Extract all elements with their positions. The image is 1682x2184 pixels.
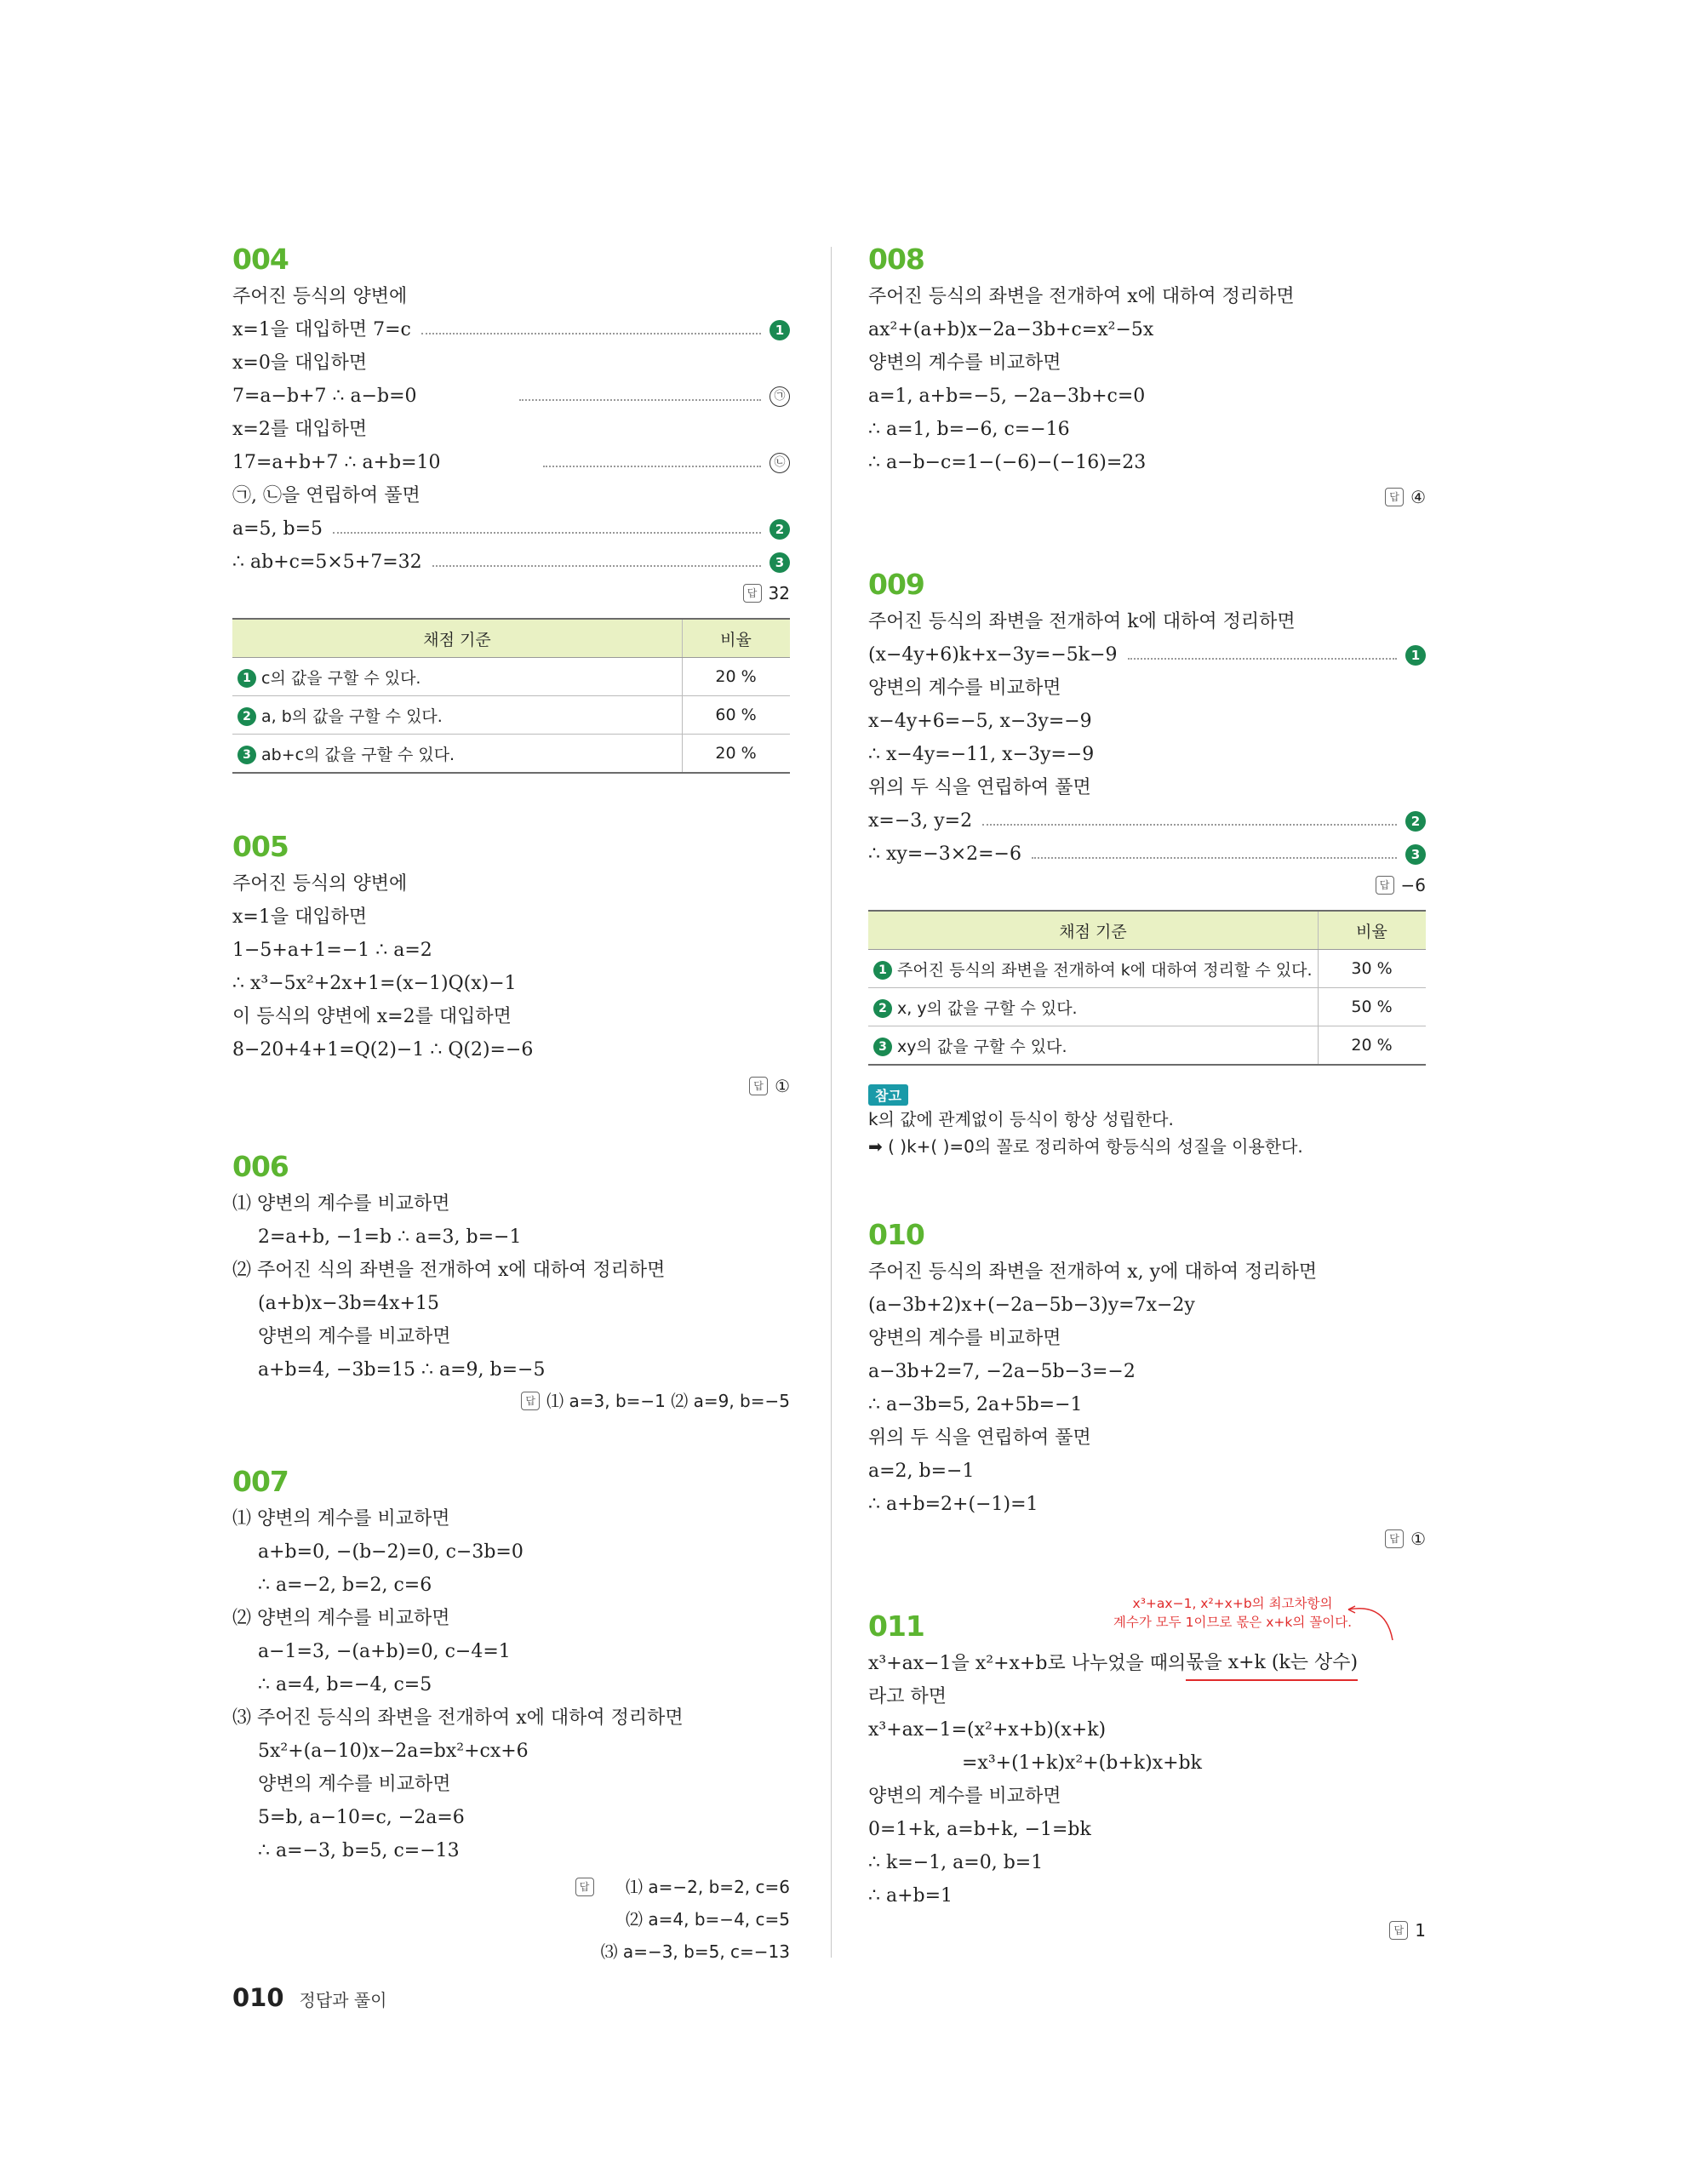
- solution-line: 양변의 계수를 비교하면: [258, 1326, 451, 1347]
- step-marker-3: 3: [769, 552, 790, 573]
- column-divider: [831, 247, 832, 1958]
- answer-icon: 답: [743, 584, 762, 603]
- solution-line: ∴ a=4, b=−4, c=5: [258, 1674, 432, 1695]
- answer-icon: 답: [575, 1878, 594, 1896]
- solution-line: a=5, b=5 2: [232, 512, 790, 546]
- solution-line: a−3b+2=7, −2a−5b−3=−2: [868, 1361, 1136, 1382]
- step-marker-1: 1: [237, 669, 256, 688]
- step-marker-1: 1: [1405, 645, 1426, 666]
- answer: 답 ④: [868, 483, 1426, 512]
- solution-line: a=1, a+b=−5, −2a−3b+c=0: [868, 386, 1146, 407]
- solution-line: ∴ a=−2, b=2, c=6: [258, 1575, 432, 1596]
- answer-item: ⑵ a=4, b=−4, c=5: [626, 1909, 790, 1930]
- table-row: 1 주어진 등식의 좌변을 전개하여 k에 대하여 정리할 수 있다. 30 %: [868, 950, 1426, 988]
- solution-line: ∴ ab+c=5×5+7=32 3: [232, 546, 790, 579]
- solution-line: ∴ xy=−3×2=−6 3: [868, 838, 1426, 871]
- solution-line: 2=a+b, −1=b ∴ a=3, b=−1: [258, 1226, 522, 1248]
- table-row: 1 c의 값을 구할 수 있다. 20 %: [232, 658, 790, 696]
- solution-line: =x³+(1+k)x²+(b+k)x+bk: [962, 1752, 1202, 1774]
- solution-line: 이 등식의 양변에 x=2를 대입하면: [232, 1006, 512, 1027]
- table-row: 3 xy의 값을 구할 수 있다. 20 %: [868, 1026, 1426, 1066]
- solution-line: 주어진 등식의 좌변을 전개하여 x, y에 대하여 정리하면: [868, 1261, 1318, 1283]
- note-line: ➡ ( )k+( )=0의 꼴로 정리하여 항등식의 성질을 이용한다.: [868, 1136, 1303, 1157]
- note-line: k의 값에 관계없이 등식이 항상 성립한다.: [868, 1109, 1174, 1129]
- solution-line: ∴ a−b−c=1−(−6)−(−16)=23: [868, 452, 1147, 473]
- answer: 답 32: [232, 579, 790, 608]
- solution-line: ∴ x−4y=−11, x−3y=−9: [868, 744, 1095, 765]
- step-marker-1: 1: [769, 320, 790, 340]
- solution-line: 위의 두 식을 연립하여 풀면: [868, 777, 1091, 798]
- problem-004: [232, 241, 790, 774]
- answer-icon: 답: [749, 1077, 768, 1095]
- problem-number: 008: [868, 243, 924, 276]
- answer: 답 ①: [232, 1072, 790, 1101]
- solution-line: x=1을 대입하면 7=c 1: [232, 313, 790, 346]
- solution-line: ⑵ 주어진 식의 좌변을 전개하여 x에 대하여 정리하면: [232, 1260, 666, 1281]
- callout-arrow-icon: [1345, 1603, 1396, 1645]
- solution-line: a+b=4, −3b=15 ∴ a=9, b=−5: [258, 1359, 546, 1381]
- answer: 답 −6: [868, 871, 1426, 900]
- problem-number: 005: [232, 830, 289, 863]
- solution-line: ∴ a=1, b=−6, c=−16: [868, 419, 1070, 440]
- page-number: 010: [232, 1983, 284, 2012]
- solution-line: ax²+(a+b)x−2a−3b+c=x²−5x: [868, 319, 1154, 340]
- solution-line: a=2, b=−1: [868, 1461, 975, 1482]
- solution-line: 5x²+(a−10)x−2a=bx²+cx+6: [258, 1741, 529, 1762]
- step-marker-2: 2: [873, 999, 892, 1018]
- solution-line: ⑶ 주어진 등식의 좌변을 전개하여 x에 대하여 정리하면: [232, 1707, 684, 1729]
- right-column: [868, 241, 1426, 1945]
- step-marker-1: 1: [873, 961, 892, 980]
- problem-number: 004: [232, 243, 289, 276]
- answer: 답 ⑴ a=3, b=−1 ⑵ a=9, b=−5: [232, 1386, 790, 1415]
- leader-dots: [1032, 857, 1397, 859]
- table-header-row: [232, 619, 790, 658]
- leader-dots: [432, 565, 761, 567]
- footer-title: 정답과 풀이: [299, 1990, 387, 2010]
- equation-label-a: ㉠: [769, 386, 790, 407]
- problem-008: [868, 241, 1426, 512]
- solution-line: x=1을 대입하면: [232, 906, 368, 928]
- solution-line: 17=a+b+7 ∴ a+b=10 ㉡: [232, 446, 790, 479]
- problem-009: [868, 566, 1426, 1160]
- answer-icon: 답: [521, 1392, 540, 1410]
- answer-icon: 답: [1385, 488, 1404, 506]
- solution-line: 양변의 계수를 비교하면: [868, 352, 1061, 374]
- callout-note: x³+ax−1, x²+x+b의 최고차항의 계수가 모두 1이므로 몫은 x+k의 꼴이다.: [1113, 1596, 1353, 1630]
- solution-line: ∴ a−3b=5, 2a+5b=−1: [868, 1394, 1083, 1415]
- solution-line: ⑴ 양변의 계수를 비교하면: [232, 1508, 450, 1529]
- equation-label-b: ㉡: [769, 453, 790, 473]
- solution-line: 라고 하면: [868, 1686, 947, 1707]
- answer: 답 ①: [868, 1524, 1426, 1553]
- solution-line: a−1=3, −(a+b)=0, c−4=1: [258, 1641, 511, 1662]
- leader-dots: [543, 466, 761, 467]
- note-tag: 참고: [868, 1084, 908, 1106]
- solution-line: 7=a−b+7 ∴ a−b=0 ㉠: [232, 380, 790, 413]
- answer: [232, 1871, 790, 1968]
- note-box: [868, 1084, 1426, 1160]
- solution-line: ㉠, ㉡을 연립하여 풀면: [232, 485, 420, 506]
- problem-number: 009: [868, 568, 924, 601]
- solution-line: x=0을 대입하면: [232, 352, 368, 374]
- solution-line: x³+ax−1을 x²+x+b로 나누었을 때의 몫을 x+k (k는 상수): [868, 1647, 1426, 1680]
- solution-line: 주어진 등식의 양변에: [232, 873, 408, 895]
- solution-line: 8−20+4+1=Q(2)−1 ∴ Q(2)=−6: [232, 1039, 534, 1061]
- answer-icon: 답: [1376, 876, 1394, 895]
- table-row: 2 x, y의 값을 구할 수 있다. 50 %: [868, 988, 1426, 1026]
- solution-line: (a−3b+2)x+(−2a−5b−3)y=7x−2y: [868, 1295, 1195, 1316]
- solution-line: 0=1+k, a=b+k, −1=bk: [868, 1819, 1091, 1840]
- solution-line: ∴ a+b=1: [868, 1885, 953, 1907]
- grading-table: [232, 618, 790, 774]
- solution-line: ∴ a=−3, b=5, c=−13: [258, 1840, 460, 1861]
- answer-item: ⑴ a=−2, b=2, c=6: [626, 1877, 790, 1897]
- table-row: 2 a, b의 값을 구할 수 있다. 60 %: [232, 696, 790, 735]
- grading-table: [868, 910, 1426, 1066]
- solution-line: ⑴ 양변의 계수를 비교하면: [232, 1193, 450, 1215]
- left-column: [232, 241, 790, 1968]
- answer-icon: 답: [1389, 1921, 1408, 1940]
- answer-item: ⑶ a=−3, b=5, c=−13: [600, 1941, 790, 1962]
- leader-dots: [333, 532, 761, 534]
- problem-005: [232, 828, 790, 1101]
- solution-line: 양변의 계수를 비교하면: [868, 1786, 1061, 1807]
- problem-007: [232, 1463, 790, 1968]
- step-marker-2: 2: [1405, 811, 1426, 832]
- step-marker-3: 3: [237, 746, 256, 764]
- solution-line: x−4y+6=−5, x−3y=−9: [868, 711, 1092, 732]
- solution-line: ∴ k=−1, a=0, b=1: [868, 1852, 1044, 1873]
- solution-line: 양변의 계수를 비교하면: [868, 677, 1061, 699]
- solution-lines: [232, 280, 790, 579]
- solution-line: 위의 두 식을 연립하여 풀면: [868, 1427, 1091, 1449]
- problem-006: [232, 1148, 790, 1415]
- solution-line: 양변의 계수를 비교하면: [868, 1328, 1061, 1349]
- solution-line: 1−5+a+1=−1 ∴ a=2: [232, 940, 432, 961]
- solution-line: ∴ a+b=2+(−1)=1: [868, 1494, 1038, 1515]
- problem-010: [868, 1216, 1426, 1553]
- answer-icon: 답: [1385, 1529, 1404, 1548]
- solution-line: a+b=0, −(b−2)=0, c−3b=0: [258, 1541, 523, 1563]
- solution-line: x=−3, y=2 2: [868, 804, 1426, 838]
- table-header: 비율: [683, 619, 791, 658]
- page-footer: [232, 1983, 387, 2012]
- table-row: 3 ab+c의 값을 구할 수 있다. 20 %: [232, 735, 790, 774]
- problem-number: 010: [868, 1218, 924, 1251]
- problem-number: 006: [232, 1150, 289, 1183]
- table-header: 채점 기준: [232, 619, 683, 658]
- solution-line: (a+b)x−3b=4x+15: [258, 1293, 439, 1314]
- leader-dots: [1128, 658, 1397, 660]
- step-marker-2: 2: [769, 519, 790, 540]
- solution-line: 주어진 등식의 양변에: [232, 286, 408, 307]
- step-marker-2: 2: [237, 707, 256, 726]
- leader-dots: [519, 399, 761, 401]
- problem-number: 007: [232, 1465, 289, 1498]
- step-marker-3: 3: [1405, 844, 1426, 865]
- table-header-row: [868, 911, 1426, 950]
- problem-011: [868, 1596, 1426, 1945]
- solution-line: 양변의 계수를 비교하면: [258, 1774, 451, 1795]
- table-header: 채점 기준: [868, 911, 1319, 950]
- highlighted-text: 몫을 x+k (k는 상수): [1186, 1646, 1358, 1681]
- solution-line: ∴ x³−5x²+2x+1=(x−1)Q(x)−1: [232, 973, 517, 994]
- table-header: 비율: [1319, 911, 1427, 950]
- solution-line: 5=b, a−10=c, −2a=6: [258, 1807, 465, 1828]
- solution-line: x=2를 대입하면: [232, 419, 368, 440]
- leader-dots: [421, 333, 761, 334]
- answer: 답 1: [868, 1916, 1426, 1945]
- solution-line: (x−4y+6)k+x−3y=−5k−9 1: [868, 638, 1426, 672]
- solution-line: 주어진 등식의 좌변을 전개하여 k에 대하여 정리하면: [868, 611, 1296, 632]
- step-marker-3: 3: [873, 1038, 892, 1056]
- solution-line: 주어진 등식의 좌변을 전개하여 x에 대하여 정리하면: [868, 286, 1295, 307]
- solution-line: x³+ax−1=(x²+x+b)(x+k): [868, 1719, 1107, 1741]
- problem-number: 011: [868, 1609, 924, 1643]
- solution-line: ⑵ 양변의 계수를 비교하면: [232, 1608, 450, 1629]
- leader-dots: [982, 824, 1397, 826]
